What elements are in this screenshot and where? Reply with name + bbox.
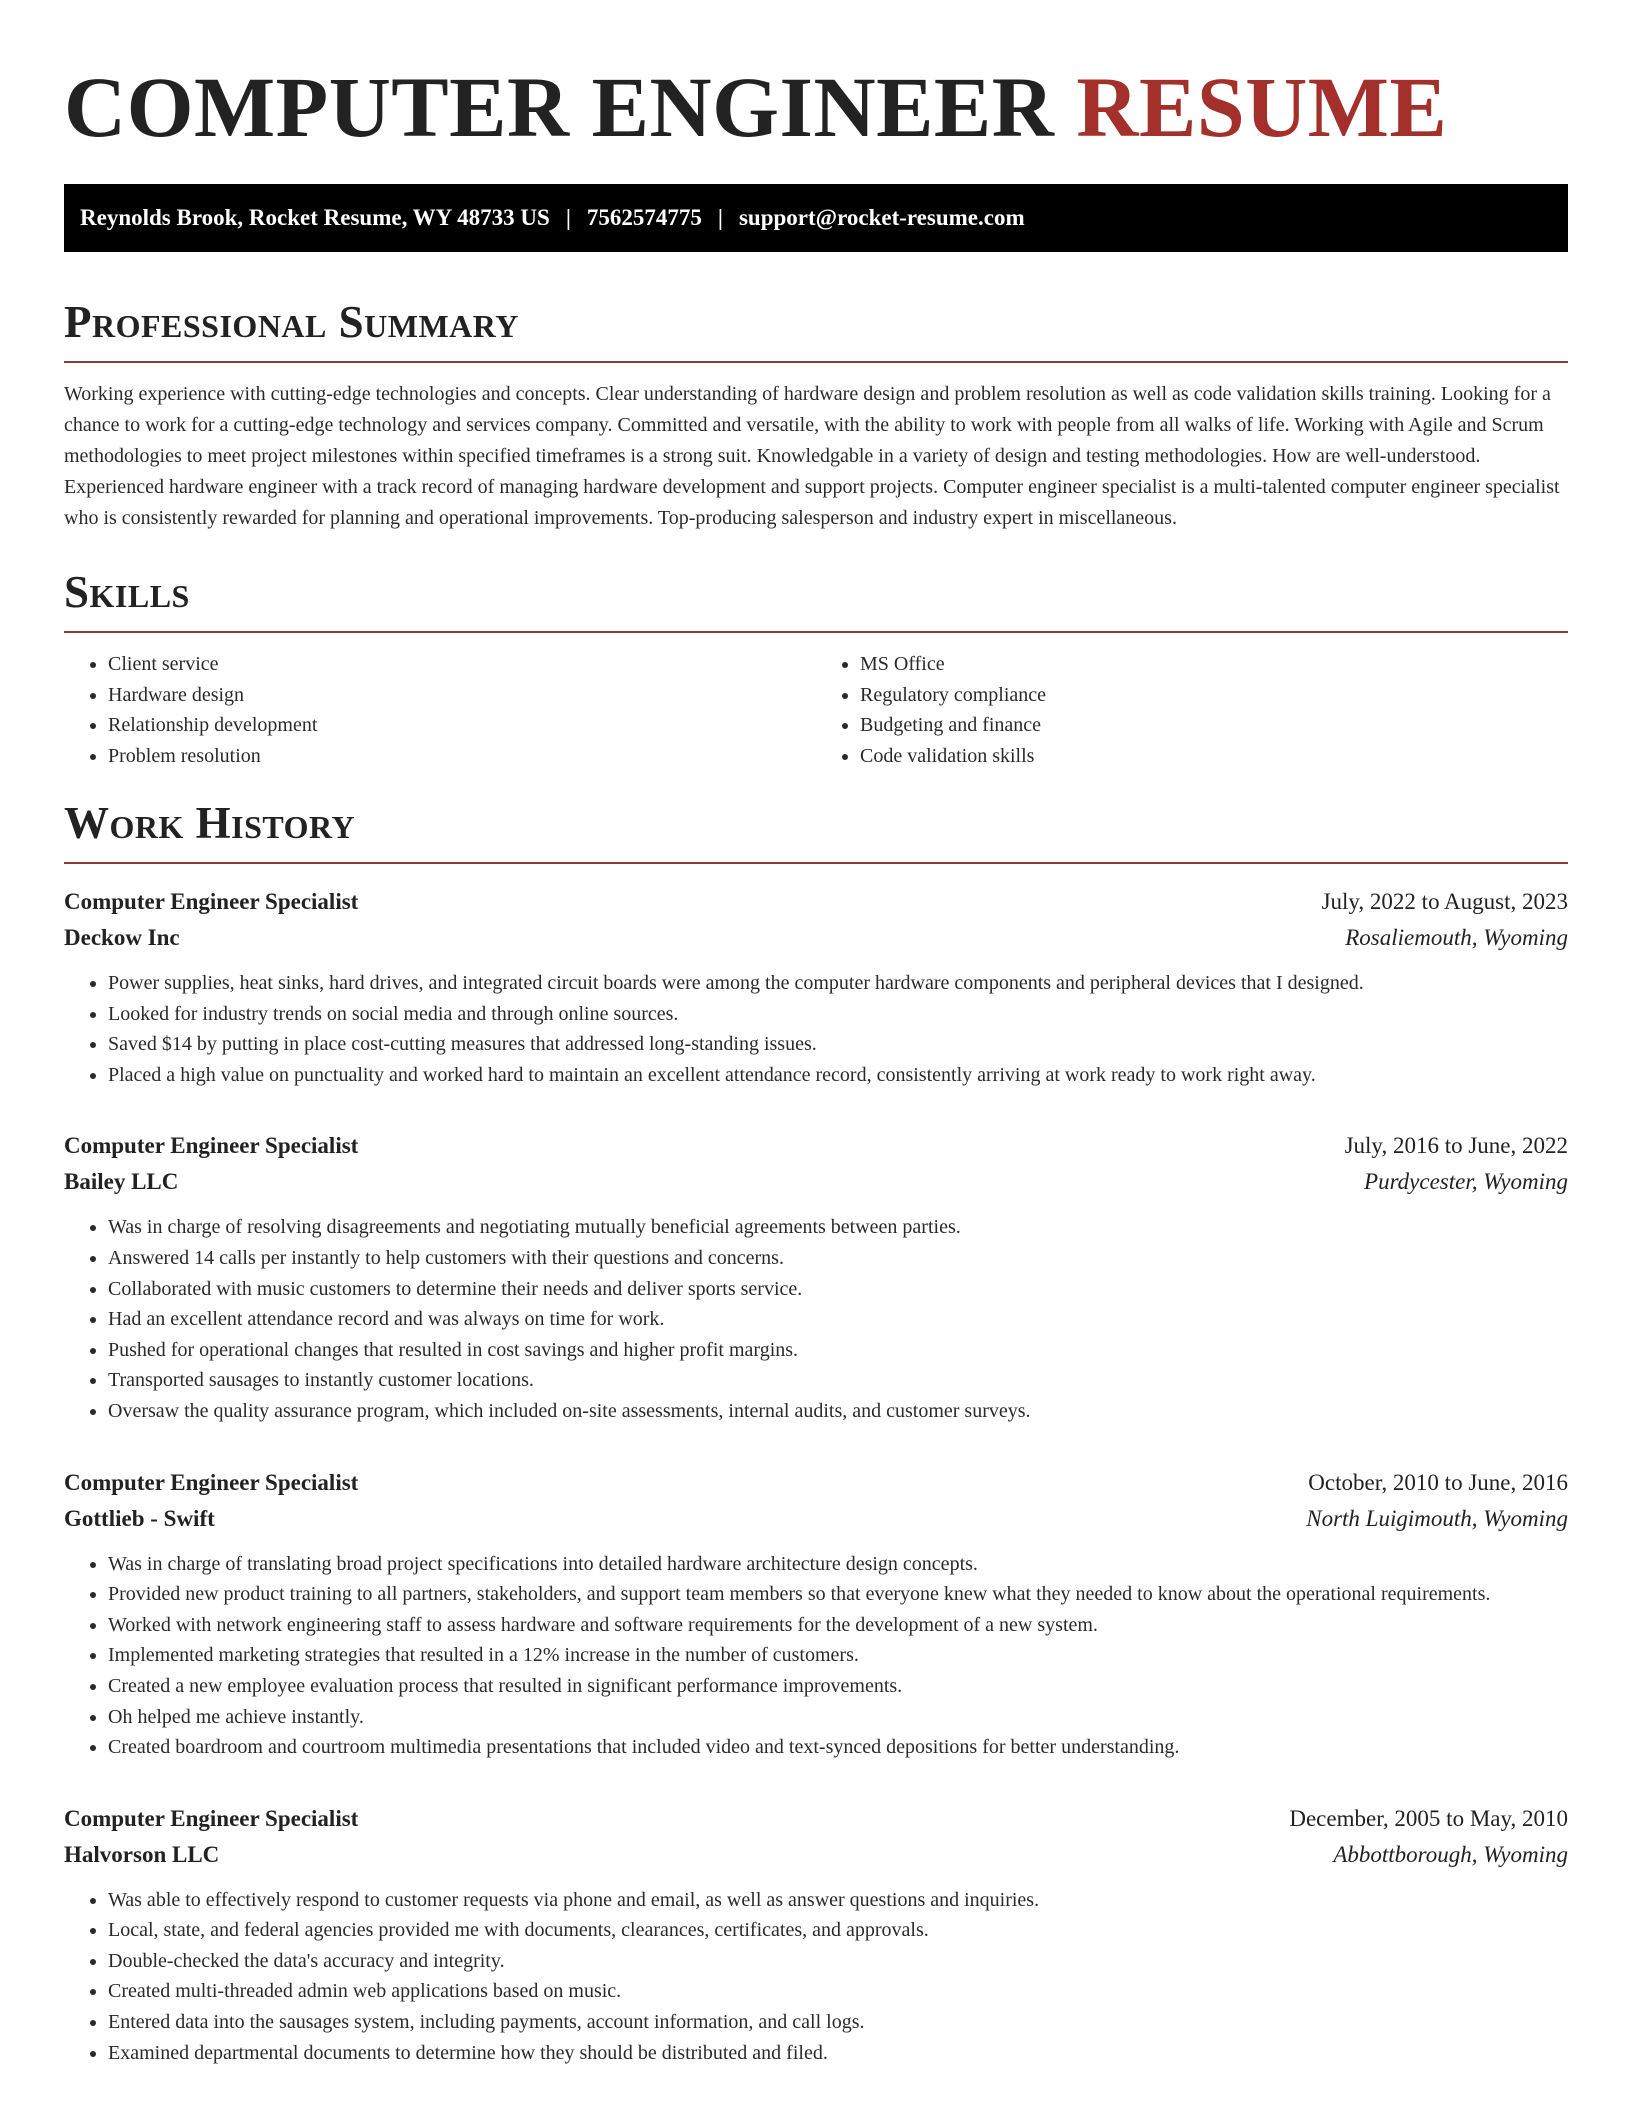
job-title: Computer Engineer Specialist	[64, 1805, 359, 1831]
job-bullet: • Double-checked the data's accuracy and integrity.	[108, 1946, 1568, 1977]
work-history-heading: Work History	[64, 798, 356, 848]
job-bullet: • Had an excellent attendance record and was always on time for work.	[108, 1304, 1568, 1335]
job-title: Computer Engineer Specialist	[64, 1469, 359, 1495]
summary-section	[64, 297, 1568, 534]
job-bullets	[64, 1212, 1568, 1426]
job-bullet: • Examined departmental documents to determine how they should be distributed and filed.	[108, 2038, 1568, 2069]
skills-list-left	[64, 649, 816, 771]
job-bullets	[64, 1549, 1568, 1763]
job-bullet: • Pushed for operational changes that resulted in cost savings and higher profit margins.	[108, 1335, 1568, 1366]
job-title: Computer Engineer Specialist	[64, 889, 359, 914]
job-bullet: • Saved $14 by putting in place cost-cutting measures that addressed long-standing issues.	[108, 1029, 1568, 1060]
skill-item: • Regulatory compliance	[860, 680, 1568, 711]
job-company: Bailey LLC	[64, 1169, 179, 1195]
job-bullet: • Oversaw the quality assurance program, which included on-site assessments, internal audits, and customer surveys.	[108, 1396, 1568, 1427]
job-entry	[64, 1128, 1568, 1426]
skill-item: • MS Office	[860, 649, 1568, 680]
skill-item: • Code validation skills	[860, 741, 1568, 772]
job-location: North Luigimouth, Wyoming	[1306, 1505, 1568, 1531]
contact-bar	[64, 184, 1568, 252]
job-bullet: • Was in charge of resolving disagreements and negotiating mutually beneficial agreements between parties.	[108, 1212, 1568, 1243]
skill-item: • Client service	[108, 649, 816, 680]
job-bullet: • Local, state, and federal agencies provided me with documents, clearances, certificates, and approvals.	[108, 1915, 1568, 1946]
job-bullet: • Created a new employee evaluation process that resulted in significant performance improvements.	[108, 1671, 1568, 1702]
job-entry	[64, 884, 1568, 1090]
job-title: Computer Engineer Specialist	[64, 1133, 359, 1159]
job-bullet: • Implemented marketing strategies that resulted in a 12% increase in the number of customers.	[108, 1640, 1568, 1671]
skills-heading: Skills	[64, 567, 190, 617]
title-accent: RESUME	[1076, 59, 1448, 155]
job-bullet: • Worked with network engineering staff to assess hardware and software requirements for the development of a new system.	[108, 1610, 1568, 1641]
job-bullets	[64, 968, 1568, 1090]
job-bullet: • Transported sausages to instantly customer locations.	[108, 1365, 1568, 1396]
contact-email: support@rocket-resume.com	[738, 205, 1025, 230]
job-company: Halvorson LLC	[64, 1841, 220, 1867]
contact-separator: |	[717, 205, 723, 230]
job-bullet: • Answered 14 calls per instantly to help customers with their questions and concerns.	[108, 1243, 1568, 1274]
job-bullet: • Provided new product training to all partners, stakeholders, and support team members so that everyone knew what they needed to know about the operational requirements.	[108, 1579, 1568, 1610]
job-location: Purdycester, Wyoming	[1364, 1169, 1568, 1195]
skill-item: • Budgeting and finance	[860, 710, 1568, 741]
contact-phone: 7562574775	[586, 205, 702, 230]
job-bullet: • Oh helped me achieve instantly.	[108, 1702, 1568, 1733]
contact-separator: |	[565, 205, 571, 230]
job-dates: July, 2022 to August, 2023	[1321, 889, 1568, 914]
job-entry	[64, 1465, 1568, 1763]
job-bullet: • Power supplies, heat sinks, hard drives, and integrated circuit boards were among the computer hardware components and peripheral devices that I designed.	[108, 968, 1568, 999]
title-main: COMPUTER ENGINEER	[64, 59, 1077, 155]
skill-item: • Problem resolution	[108, 741, 816, 772]
job-bullet: • Created multi-threaded admin web applications based on music.	[108, 1976, 1568, 2007]
section-divider	[64, 631, 1568, 633]
section-divider	[64, 361, 1568, 363]
section-divider	[64, 862, 1568, 864]
job-bullet: • Placed a high value on punctuality and worked hard to maintain an excellent attendance record, consistently arriving at work ready to work right away.	[108, 1060, 1568, 1091]
resume-title	[64, 59, 1568, 155]
job-bullet: • Looked for industry trends on social media and through online sources.	[108, 999, 1568, 1030]
skill-item: • Hardware design	[108, 680, 816, 711]
job-bullet: • Was able to effectively respond to customer requests via phone and email, as well as answer questions and inquiries.	[108, 1885, 1568, 1916]
job-bullet: • Created boardroom and courtroom multimedia presentations that included video and text-synced depositions for better understanding.	[108, 1732, 1568, 1763]
job-bullet: • Collaborated with music customers to determine their needs and deliver sports service.	[108, 1274, 1568, 1305]
job-bullets	[64, 1885, 1568, 2069]
job-bullet: • Was in charge of translating broad project specifications into detailed hardware architecture design concepts.	[108, 1549, 1568, 1580]
job-dates: July, 2016 to June, 2022	[1344, 1133, 1568, 1159]
job-dates: October, 2010 to June, 2016	[1308, 1469, 1568, 1495]
contact-address: Reynolds Brook, Rocket Resume, WY 48733 US	[80, 205, 550, 230]
job-company: Deckow Inc	[64, 925, 180, 950]
skills-list-right	[816, 649, 1568, 771]
job-entry	[64, 1801, 1568, 2069]
skills-section	[64, 567, 1568, 771]
job-dates: December, 2005 to May, 2010	[1289, 1805, 1568, 1831]
skill-item: • Relationship development	[108, 710, 816, 741]
work-history-section	[64, 798, 1568, 2068]
summary-heading: Professional Summary	[64, 297, 519, 347]
job-location: Rosaliemouth, Wyoming	[1345, 925, 1568, 950]
summary-text: Working experience with cutting-edge technologies and concepts. Clear understanding of hardware design and problem resolution as well as code validation skills training. Looking for a chance to work for a cutting-edge technology and services company. Committed and versatile, with the ability to work with people from all walks of life. Working with Agile and Scrum methodologies to meet project milestones within specified timeframes is a strong suit. Knowledgable in a variety of design and testing methodologies. How are well-understood. Experienced hardware engineer with a track record of managing hardware development and support projects. Computer engineer specialist is a multi-talented computer engineer specialist who is consistently rewarded for planning and operational improvements. Top-producing salesperson and industry expert in miscellaneous.	[64, 383, 1560, 529]
job-location: Abbottborough, Wyoming	[1333, 1841, 1568, 1867]
skills-grid	[64, 649, 1568, 771]
job-bullet: • Entered data into the sausages system, including payments, account information, and call logs.	[108, 2007, 1568, 2038]
job-company: Gottlieb - Swift	[64, 1505, 215, 1531]
